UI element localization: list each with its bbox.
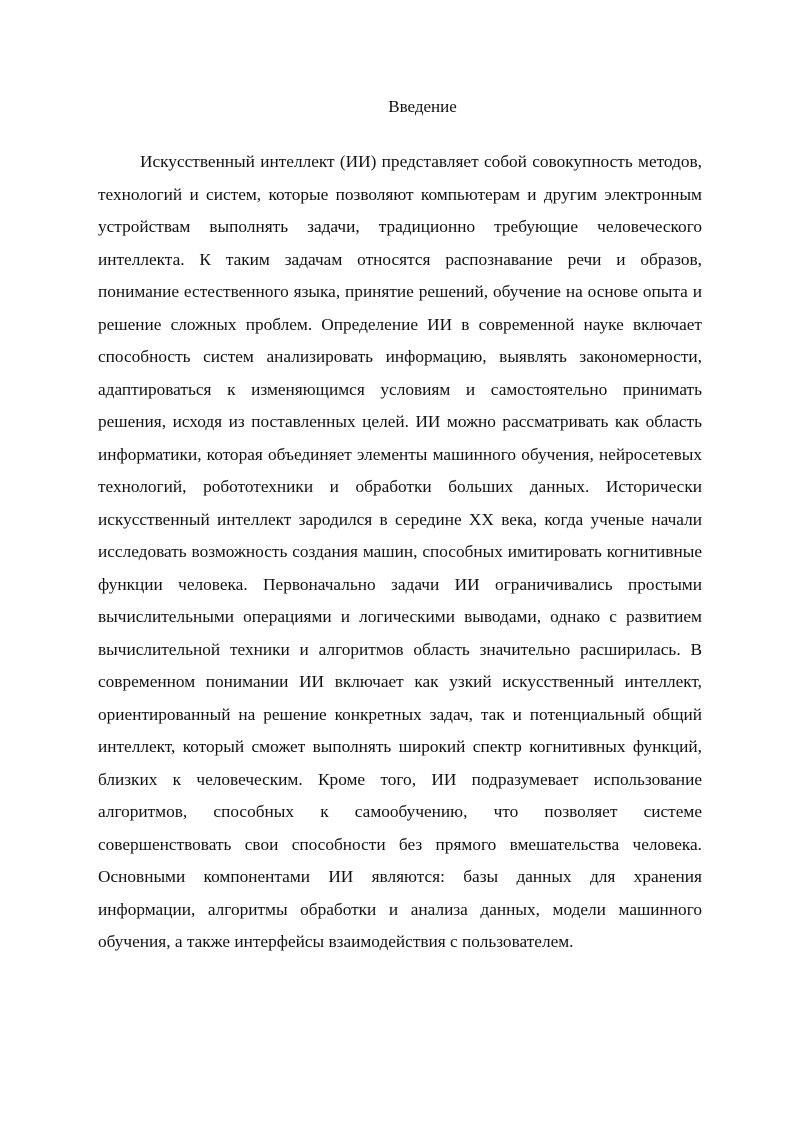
body-paragraph: Искусственный интеллект (ИИ) представляет собой совокупность методов, технологий и систем, которые позволяют компьютерам и другим электронным устройствам выполнять задачи, традиционно требующие человеческого интеллекта. К таким задачам относятся распознавание речи и образов, понимание естественного языка, принятие решений, обучение на основе опыта и решение сложных проблем. Определение ИИ в современной науке включает способность систем анализировать информацию, выявлять закономерности, адаптироваться к изменяющимся условиям и самостоятельно принимать решения, исходя из поставленных целей. ИИ можно рассматривать как область информатики, которая объединяет элементы машинного обучения, нейросетевых технологий, робототехники и обработки больших данных. Исторически искусственный интеллект зародился в середине XX века, когда ученые начали исследовать возможность создания машин, способных имитировать когнитивные функции человека. Первоначально задачи ИИ ограничивались простыми вычислительными операциями и логическими выводами, однако с развитием вычислительной техники и алгоритмов область значительно расширилась. В современном понимании ИИ включает как узкий искусственный интеллект, ориентированный на решение конкретных задач, так и потенциальный общий интеллект, который сможет выполнять широкий спектр когнитивных функций, близких к человеческим. Кроме того, ИИ подразумевает использование алгоритмов, способных к самообучению, что позволяет системе совершенствовать свои способности без прямого вмешательства человека. Основными компонентами ИИ являются: базы данных для хранения информации, алгоритмы обработки и анализа данных, модели машинного обучения, а также интерфейсы взаимодействия с пользователем. <box>98 152 702 951</box>
section-heading: Введение <box>388 97 457 116</box>
